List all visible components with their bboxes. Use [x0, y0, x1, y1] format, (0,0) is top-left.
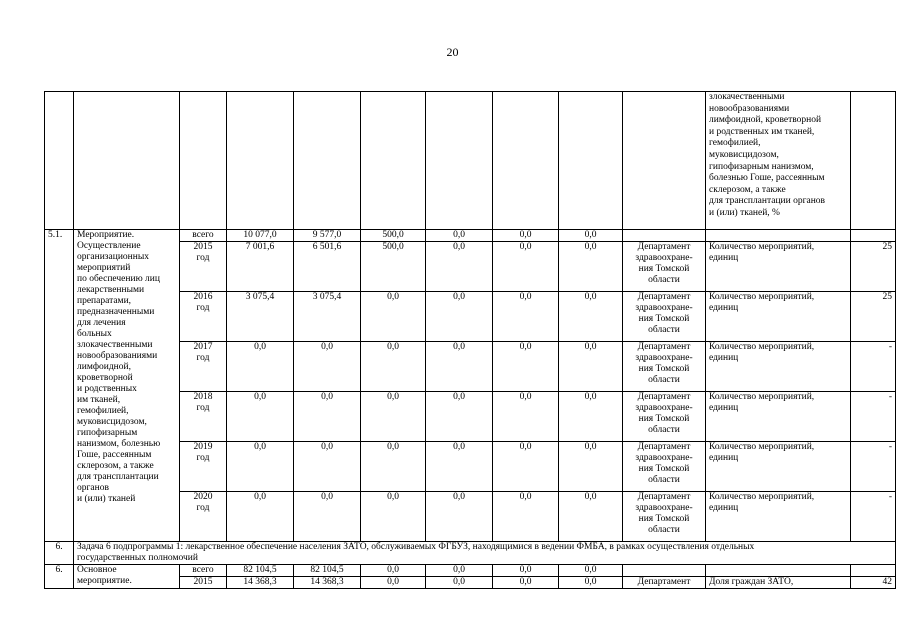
executor-cell: Департамент: [623, 577, 706, 589]
cell-line: ния Томской: [638, 364, 690, 374]
indicator-value: -: [851, 492, 896, 542]
cell-line: здравоохране-: [635, 453, 693, 463]
cell-line: препаратами,: [77, 296, 132, 306]
cell-line: Департамент: [637, 442, 691, 452]
amount-cell: 10 077,0: [227, 230, 294, 242]
cell-line: единиц: [709, 253, 739, 263]
cell-line: 2015: [193, 242, 213, 252]
cell-line: и родственных: [77, 384, 137, 394]
amount-cell: 0,0: [361, 392, 426, 442]
cell-line: для лечения: [77, 318, 126, 328]
cell-line: гемофилией,: [709, 138, 761, 149]
amount-cell: 6 501,6: [294, 242, 361, 292]
cell-line: области: [648, 475, 680, 485]
event-5-1-total-row: [45, 230, 896, 242]
cell-line: здравоохране-: [635, 353, 693, 363]
cell-line: год: [196, 253, 210, 263]
amount-cell: 0,0: [559, 242, 623, 292]
cell-line: единиц: [709, 503, 739, 513]
empty-cell: [851, 565, 896, 577]
amount-cell: 0,0: [493, 392, 559, 442]
amount-cell: 82 104,5: [227, 565, 294, 577]
cell-line: гипофизарным нанизмом,: [709, 161, 814, 172]
cell-line: единиц: [709, 353, 739, 363]
amount-cell: 0,0: [493, 242, 559, 292]
amount-cell: 0,0: [294, 442, 361, 492]
cell-line: Департамент: [637, 492, 691, 502]
cell-line: год: [196, 303, 210, 313]
cell-line: 2020: [193, 492, 213, 502]
cell-line: ния Томской: [638, 314, 690, 324]
cell-line: Количество мероприятий,: [709, 442, 815, 452]
executor-cell: [623, 342, 706, 392]
cell-line: год: [196, 503, 210, 513]
cell-line: ния Томской: [638, 264, 690, 274]
amount-cell: 0,0: [426, 492, 493, 542]
indicator-value: -: [851, 442, 896, 492]
cell-line: год: [196, 403, 210, 413]
continuation-row: [45, 92, 896, 230]
indicator-value: 25: [851, 292, 896, 342]
empty-cell: [851, 92, 896, 230]
indicator-value: 25: [851, 242, 896, 292]
task-title: [74, 542, 896, 565]
year-cell: [180, 442, 227, 492]
executor-cell: [623, 292, 706, 342]
task-6-row: [45, 542, 896, 565]
amount-cell: 0,0: [294, 392, 361, 442]
table-body: [45, 92, 896, 589]
amount-cell: 0,0: [294, 492, 361, 542]
cell-line: области: [648, 275, 680, 285]
event-6-total-row: [45, 565, 896, 577]
cell-line: гипофизарным: [77, 428, 138, 438]
cell-line: 2019: [193, 442, 213, 452]
event-number: 6.: [45, 565, 74, 589]
amount-cell: 14 368,3: [294, 577, 361, 589]
cell-line: единиц: [709, 453, 739, 463]
amount-cell: 0,0: [426, 230, 493, 242]
amount-cell: 0,0: [361, 442, 426, 492]
amount-cell: 0,0: [559, 392, 623, 442]
amount-cell: 0,0: [559, 292, 623, 342]
empty-cell: [426, 92, 493, 230]
empty-cell: [559, 92, 623, 230]
amount-cell: 0,0: [426, 342, 493, 392]
cell-line: злокачественными: [709, 92, 785, 102]
empty-cell: [493, 92, 559, 230]
indicator-cell: [706, 442, 851, 492]
amount-cell: 0,0: [426, 577, 493, 589]
program-table: [44, 91, 896, 589]
cell-line: Количество мероприятий,: [709, 392, 815, 402]
indicator-cell: [706, 242, 851, 292]
cell-line: им тканей,: [77, 395, 121, 405]
amount-cell: 3 075,4: [294, 292, 361, 342]
cell-line: год: [196, 353, 210, 363]
cell-line: области: [648, 425, 680, 435]
cell-line: для трансплантации органов: [709, 196, 826, 207]
cell-line: ния Томской: [638, 514, 690, 524]
cell-line: болезнью Гоше, рассеянным: [709, 173, 825, 184]
amount-cell: 82 104,5: [294, 565, 361, 577]
indicator-value: 42: [851, 577, 896, 589]
event-name: [74, 230, 180, 542]
cell-line: Задача 6 подпрограммы 1: лекарственное обеспечение населения ЗАТО, обслуживаемых ФГБУЗ, находящимися в ведении ФМБА, в рамках осуществления отдельных: [77, 542, 755, 552]
cell-line: гемофилией,: [77, 406, 129, 416]
cell-line: 2017: [193, 342, 213, 352]
cell-line: организационных: [77, 252, 149, 262]
cell-line: лекарственными: [77, 285, 145, 295]
amount-cell: 0,0: [493, 342, 559, 392]
amount-cell: 0,0: [361, 292, 426, 342]
cell-line: год: [196, 453, 210, 463]
cell-line: кроветворной: [77, 373, 133, 383]
year-cell: [180, 492, 227, 542]
empty-cell: [623, 565, 706, 577]
cell-line: злокачественными: [77, 340, 153, 350]
empty-cell: [45, 92, 74, 230]
amount-cell: 0,0: [559, 492, 623, 542]
amount-cell: 3 075,4: [227, 292, 294, 342]
cell-line: и (или) тканей: [77, 494, 136, 504]
year-cell: [180, 292, 227, 342]
cell-line: Осуществление: [77, 241, 141, 251]
cell-line: Мероприятие.: [77, 230, 135, 240]
amount-cell: 7 001,6: [227, 242, 294, 292]
cell-line: Департамент: [637, 342, 691, 352]
empty-cell: [294, 92, 361, 230]
amount-cell: 9 577,0: [294, 230, 361, 242]
cell-line: новообразованиями: [709, 103, 790, 114]
amount-cell: 0,0: [493, 230, 559, 242]
cell-line: муковисцидозом,: [709, 149, 779, 160]
indicator-cell: [706, 392, 851, 442]
empty-cell: [180, 92, 227, 230]
year-cell: 2015: [180, 577, 227, 589]
cell-line: склерозом, а также: [77, 461, 154, 471]
cell-line: области: [648, 325, 680, 335]
amount-cell: 0,0: [426, 392, 493, 442]
amount-cell: 0,0: [559, 230, 623, 242]
executor-cell: [623, 492, 706, 542]
cell-line: органов: [77, 483, 109, 493]
amount-cell: 0,0: [294, 342, 361, 392]
year-cell: всего: [180, 230, 227, 242]
task-number: 6.: [45, 542, 74, 565]
amount-cell: 0,0: [361, 565, 426, 577]
cell-line: Департамент: [637, 292, 691, 302]
amount-cell: 0,0: [559, 565, 623, 577]
empty-cell: [74, 92, 180, 230]
amount-cell: 0,0: [493, 442, 559, 492]
cell-line: по обеспечению лиц: [77, 274, 160, 284]
indicator-cell: [706, 292, 851, 342]
empty-cell: [706, 565, 851, 577]
empty-cell: [851, 230, 896, 242]
cell-line: здравоохране-: [635, 503, 693, 513]
cell-line: больных: [77, 329, 112, 339]
amount-cell: 0,0: [493, 292, 559, 342]
amount-cell: 0,0: [426, 242, 493, 292]
cell-line: здравоохране-: [635, 403, 693, 413]
cell-line: предназначенными: [77, 307, 155, 317]
empty-cell: [706, 230, 851, 242]
cell-line: 2016: [193, 292, 213, 302]
cell-line: Количество мероприятий,: [709, 292, 815, 302]
amount-cell: 0,0: [361, 342, 426, 392]
amount-cell: 0,0: [426, 442, 493, 492]
indicator-cell: [706, 342, 851, 392]
cell-line: мероприятие.: [77, 576, 132, 586]
event-number: 5.1.: [45, 230, 74, 542]
amount-cell: 0,0: [227, 492, 294, 542]
cell-line: 2018: [193, 392, 213, 402]
cell-line: лимфоидной, кроветворной: [709, 115, 822, 126]
amount-cell: 500,0: [361, 242, 426, 292]
indicator-value: -: [851, 392, 896, 442]
amount-cell: 0,0: [559, 342, 623, 392]
cell-line: ния Томской: [638, 464, 690, 474]
cell-line: и родственных им тканей,: [709, 126, 815, 137]
amount-cell: 0,0: [361, 492, 426, 542]
cell-line: здравоохране-: [635, 253, 693, 263]
amount-cell: 0,0: [559, 577, 623, 589]
event-name: [74, 565, 180, 589]
year-cell: [180, 392, 227, 442]
amount-cell: 0,0: [493, 492, 559, 542]
cell-line: муковисцидозом,: [77, 417, 147, 427]
cell-line: Количество мероприятий,: [709, 492, 815, 502]
amount-cell: 0,0: [361, 577, 426, 589]
amount-cell: 14 368,3: [227, 577, 294, 589]
cell-line: нанизмом, болезнью: [77, 439, 161, 449]
cell-line: ния Томской: [638, 414, 690, 424]
cell-line: мероприятий: [77, 263, 131, 273]
cell-line: для трансплантации: [77, 472, 159, 482]
cell-line: области: [648, 375, 680, 385]
amount-cell: 0,0: [426, 565, 493, 577]
cell-line: здравоохране-: [635, 303, 693, 313]
amount-cell: 0,0: [559, 442, 623, 492]
cell-line: склерозом, а также: [709, 184, 786, 195]
cell-line: лимфоидной,: [77, 362, 131, 372]
indicator-cell: [706, 92, 851, 230]
amount-cell: 0,0: [493, 565, 559, 577]
year-cell: всего: [180, 565, 227, 577]
cell-line: и (или) тканей, %: [709, 207, 780, 218]
amount-cell: 0,0: [426, 292, 493, 342]
indicator-cell: Доля граждан ЗАТО,: [706, 577, 851, 589]
cell-line: единиц: [709, 303, 739, 313]
amount-cell: 0,0: [227, 342, 294, 392]
cell-line: Департамент: [637, 392, 691, 402]
cell-line: единиц: [709, 403, 739, 413]
amount-cell: 500,0: [361, 230, 426, 242]
empty-cell: [361, 92, 426, 230]
cell-line: области: [648, 525, 680, 535]
cell-line: государственных полномочий: [77, 553, 198, 563]
amount-cell: 0,0: [493, 577, 559, 589]
cell-line: Количество мероприятий,: [709, 342, 815, 352]
executor-cell: [623, 242, 706, 292]
executor-cell: [623, 392, 706, 442]
empty-cell: [623, 92, 706, 230]
cell-line: новообразованиями: [77, 351, 158, 361]
cell-line: Департамент: [637, 242, 691, 252]
cell-line: Количество мероприятий,: [709, 242, 815, 252]
cell-line: Гоше, рассеянным: [77, 450, 152, 460]
cell-line: Основное: [77, 565, 117, 575]
empty-cell: [623, 230, 706, 242]
year-cell: [180, 242, 227, 292]
page-number: 20: [446, 45, 459, 59]
indicator-cell: [706, 492, 851, 542]
year-cell: [180, 342, 227, 392]
amount-cell: 0,0: [227, 392, 294, 442]
indicator-value: -: [851, 342, 896, 392]
amount-cell: 0,0: [227, 442, 294, 492]
executor-cell: [623, 442, 706, 492]
empty-cell: [227, 92, 294, 230]
